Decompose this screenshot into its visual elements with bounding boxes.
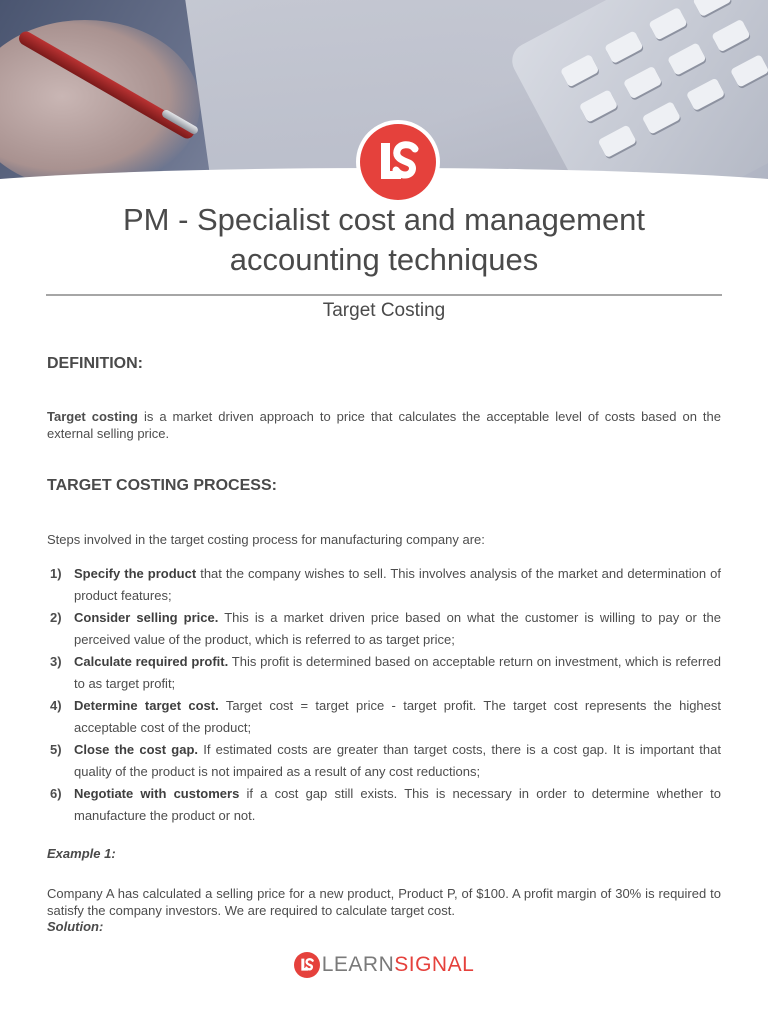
calculator-key — [667, 42, 706, 76]
list-item — [47, 695, 721, 739]
process-intro: Steps involved in the target costing process for manufacturing company are: — [47, 532, 485, 547]
page-subtitle: Target Costing — [322, 300, 446, 321]
calculator-key — [560, 54, 599, 88]
ls-mini-logo-icon — [294, 952, 320, 978]
list-item — [47, 651, 721, 695]
brand-name-part-1: LEARN — [321, 953, 395, 976]
list-item — [47, 739, 721, 783]
definition-paragraph — [47, 408, 721, 442]
definition-term: Target costing — [47, 409, 138, 424]
process-heading: TARGET COSTING PROCESS: — [47, 477, 277, 494]
solution-label: Solution: — [47, 919, 104, 934]
ls-monogram-icon — [298, 956, 316, 974]
step-number: 4) — [50, 698, 62, 713]
calculator-key — [648, 7, 687, 41]
calculator-key — [604, 30, 643, 64]
example-label: Example 1: — [47, 846, 116, 861]
learnsignal-logo-icon — [360, 124, 436, 200]
step-number: 1) — [50, 566, 62, 581]
calculator-key — [730, 54, 768, 88]
step-text: if a cost gap still exists. This is necessary in order to determine whether to manufacture the product or not. — [74, 786, 721, 823]
calculator-key — [642, 101, 681, 135]
definition-heading: DEFINITION: — [47, 355, 143, 372]
step-text: If estimated costs are greater than target costs, there is a cost gap. It is important that quality of the product is not impaired as a result of any cost reductions; — [74, 742, 721, 779]
calculator-key — [711, 19, 750, 53]
brand-name-part-2: SIGNAL — [394, 953, 475, 976]
step-number: 5) — [50, 742, 62, 757]
step-title: Specify the product — [74, 566, 197, 581]
step-title: Close the cost gap. — [74, 742, 199, 757]
title-divider — [46, 294, 722, 296]
ls-monogram-icon — [371, 135, 425, 189]
calculator-key — [692, 0, 731, 17]
step-title: Calculate required profit. — [74, 654, 229, 669]
page-title — [0, 200, 768, 280]
calculator-key — [623, 66, 662, 100]
step-title: Determine target cost. — [74, 698, 219, 713]
step-text: that the company wishes to sell. This involves analysis of the market and determination of product features; — [74, 566, 721, 603]
page-title-line-2: accounting techniques — [229, 242, 539, 277]
list-item — [47, 783, 721, 827]
page-title-line-1: PM - Specialist cost and management — [122, 202, 646, 237]
step-number: 6) — [50, 786, 62, 801]
example-paragraph: Company A has calculated a selling price for a new product, Product P, of $100. A profit margin of 30% is required to satisfy the company investors. We are required to calculate target cost. — [47, 886, 721, 918]
step-text: This is a market driven price based on what the customer is willing to pay or the perceived value of the product, which is referred to as target price; — [74, 610, 721, 647]
step-text: Target cost = target price - target profit. The target cost represents the highest acceptable cost of the product; — [74, 698, 722, 735]
calculator-key — [579, 89, 618, 123]
step-number: 2) — [50, 610, 62, 625]
list-item — [47, 607, 721, 651]
step-title: Consider selling price. — [74, 610, 219, 625]
step-text: This profit is determined based on acceptable return on investment, which is referred to as target profit; — [74, 654, 721, 691]
definition-text: is a market driven approach to price that calculates the acceptable level of costs based on the external selling price. — [47, 409, 721, 441]
calculator-key — [686, 78, 725, 112]
process-steps-list — [47, 563, 721, 827]
calculator-key — [598, 125, 637, 159]
footer-brand-logo — [0, 952, 768, 978]
step-number: 3) — [50, 654, 62, 669]
list-item — [47, 563, 721, 607]
step-title: Negotiate with customers — [74, 786, 240, 801]
